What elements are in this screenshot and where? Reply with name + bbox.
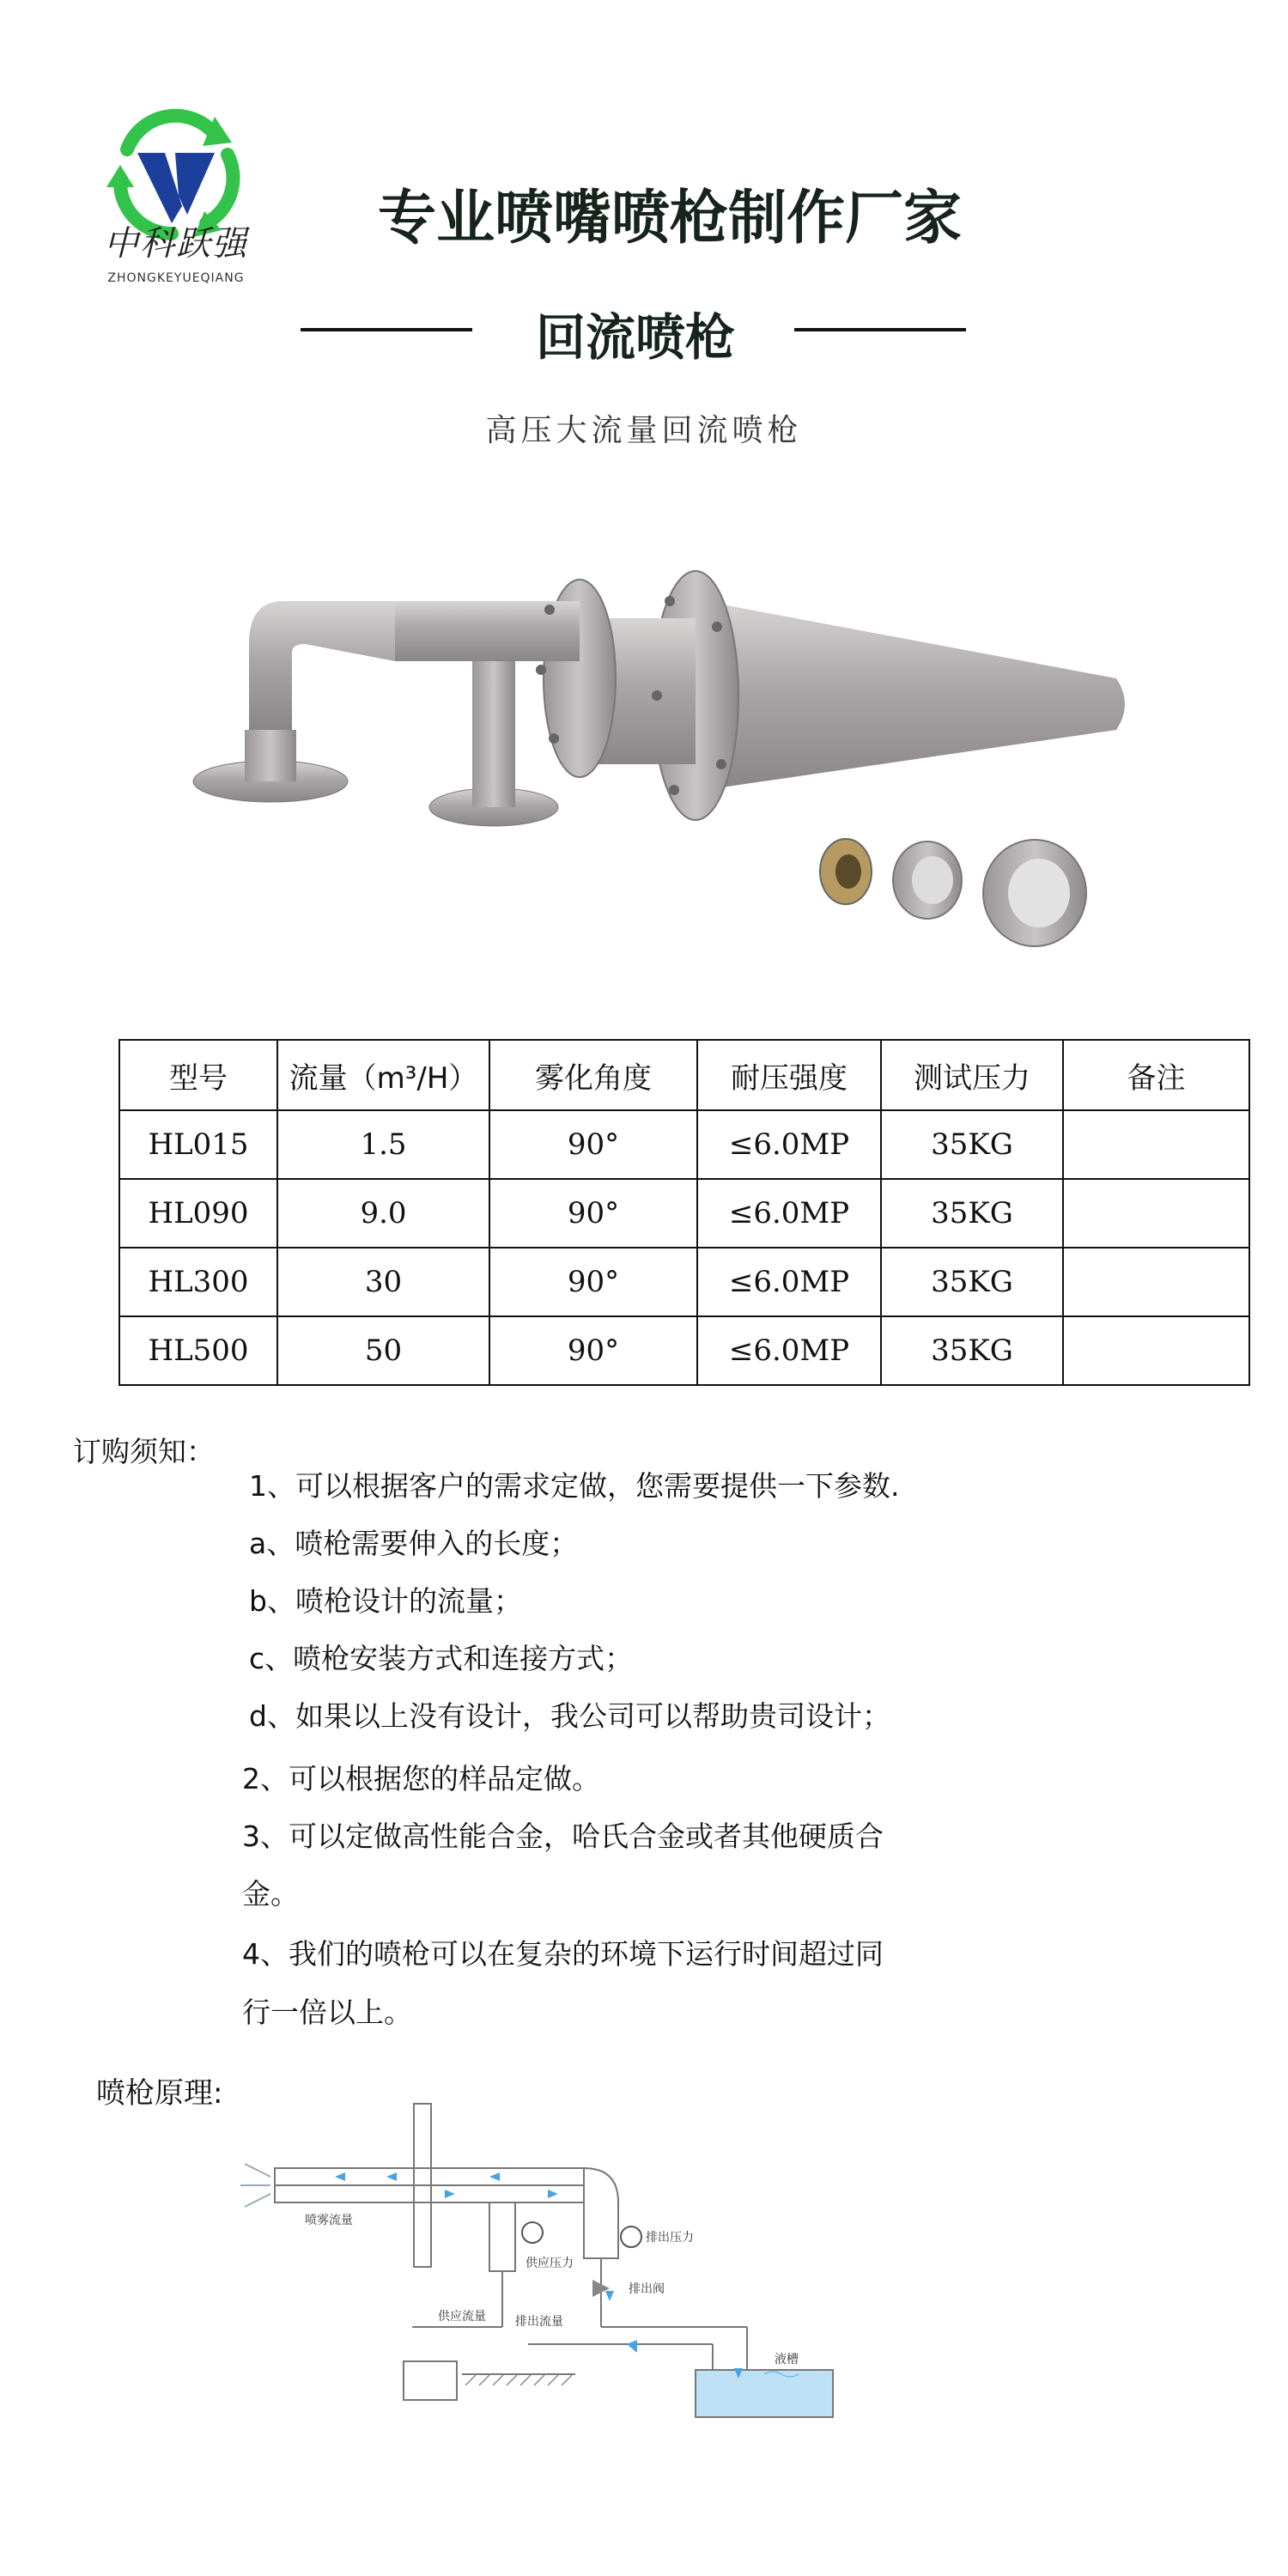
title-rule-right (794, 328, 966, 331)
cell-remarks (1063, 1110, 1249, 1179)
discharge-pressure-gauge-icon (621, 2227, 641, 2247)
company-logo (86, 86, 266, 301)
product-image (189, 532, 1151, 953)
label-supply-flow: 供应流量 (438, 2310, 486, 2324)
note-item-3-line1: 3、可以定做高性能合金，哈氏合金或者其他硬质合 (242, 1820, 884, 1853)
liquid-tank (696, 2370, 833, 2417)
table-row (119, 1110, 1249, 1179)
note-item-3-line2: 金。 (242, 1877, 299, 1911)
cell-remarks (1063, 1248, 1249, 1316)
table-header-row (119, 1040, 1249, 1110)
cell-angle: 90° (489, 1179, 697, 1248)
label-discharge-valve: 排出阀 (629, 2282, 665, 2296)
cell-model: HL500 (119, 1316, 277, 1385)
cell-model: HL090 (119, 1179, 277, 1248)
note-item-1: 1、可以根据客户的需求定做，您需要提供一下参数. (249, 1469, 900, 1503)
cell-angle: 90° (489, 1316, 697, 1385)
cell-flow: 30 (277, 1248, 489, 1316)
table-row (119, 1248, 1249, 1316)
cell-pressure-rating: ≤6.0MP (697, 1248, 881, 1316)
label-discharge-pressure: 排出压力 (646, 2231, 694, 2245)
label-spray-flow: 喷雾流量 (305, 2214, 353, 2227)
col-header-model: 型号 (119, 1040, 277, 1110)
note-item-1d: d、如果以上没有设计，我公司可以帮助贵司设计； (249, 1699, 890, 1733)
cell-pressure-rating: ≤6.0MP (697, 1316, 881, 1385)
label-tank: 液槽 (775, 2353, 799, 2366)
cell-remarks (1063, 1179, 1249, 1248)
section-title: 回流喷枪 (535, 308, 735, 367)
col-header-test-pressure: 测试压力 (881, 1040, 1063, 1110)
cell-model: HL015 (119, 1110, 277, 1179)
supply-pressure-gauge-icon (522, 2222, 543, 2243)
nozzle-parts (820, 839, 1086, 946)
table-row (119, 1316, 1249, 1385)
principle-diagram (232, 2095, 884, 2430)
col-header-angle: 雾化角度 (489, 1040, 697, 1110)
title-rule-left (301, 328, 472, 331)
principle-heading: 喷枪原理: (96, 2076, 223, 2111)
note-item-1c: c、喷枪安装方式和连接方式； (249, 1642, 634, 1675)
cell-flow: 50 (277, 1316, 489, 1385)
page-title: 专业喷嘴喷枪制作厂家 (377, 185, 962, 252)
note-item-4-line2: 行一倍以上。 (242, 1996, 412, 2029)
v-mark-icon (137, 153, 215, 223)
cell-test-pressure: 35KG (881, 1110, 1063, 1179)
label-supply-pressure: 供应压力 (526, 2257, 574, 2270)
cell-model: HL300 (119, 1248, 277, 1316)
cell-flow: 1.5 (277, 1110, 489, 1179)
pump-box (404, 2361, 457, 2400)
label-discharge-flow: 排出流量 (515, 2315, 563, 2329)
cell-angle: 90° (489, 1110, 697, 1179)
col-header-remarks: 备注 (1063, 1040, 1249, 1110)
cell-pressure-rating: ≤6.0MP (697, 1179, 881, 1248)
note-item-1a: a、喷枪需要伸入的长度； (249, 1527, 579, 1560)
cell-test-pressure: 35KG (881, 1316, 1063, 1385)
barrel (704, 601, 1125, 790)
cell-pressure-rating: ≤6.0MP (697, 1110, 881, 1179)
logo-brand: 中科跃强 (104, 224, 248, 264)
notes-heading: 订购须知： (73, 1435, 215, 1468)
cell-test-pressure: 35KG (881, 1248, 1063, 1316)
note-item-4-line1: 4、我们的喷枪可以在复杂的环境下运行时间超过同 (242, 1937, 884, 1971)
product-subtitle: 高压大流量回流喷枪 (485, 413, 803, 448)
table-row (119, 1179, 1249, 1248)
spec-table (118, 1039, 1250, 1386)
note-item-1b: b、喷枪设计的流量； (249, 1584, 522, 1618)
col-header-pressure-rating: 耐压强度 (697, 1040, 881, 1110)
col-header-flow: 流量（m³/H） (277, 1040, 489, 1110)
cell-flow: 9.0 (277, 1179, 489, 1248)
cell-remarks (1063, 1316, 1249, 1385)
note-item-2: 2、可以根据您的样品定做。 (242, 1762, 600, 1795)
cell-test-pressure: 35KG (881, 1179, 1063, 1248)
cell-angle: 90° (489, 1248, 697, 1316)
logo-subtitle: ZHONGKEYUEQIANG (107, 271, 245, 285)
